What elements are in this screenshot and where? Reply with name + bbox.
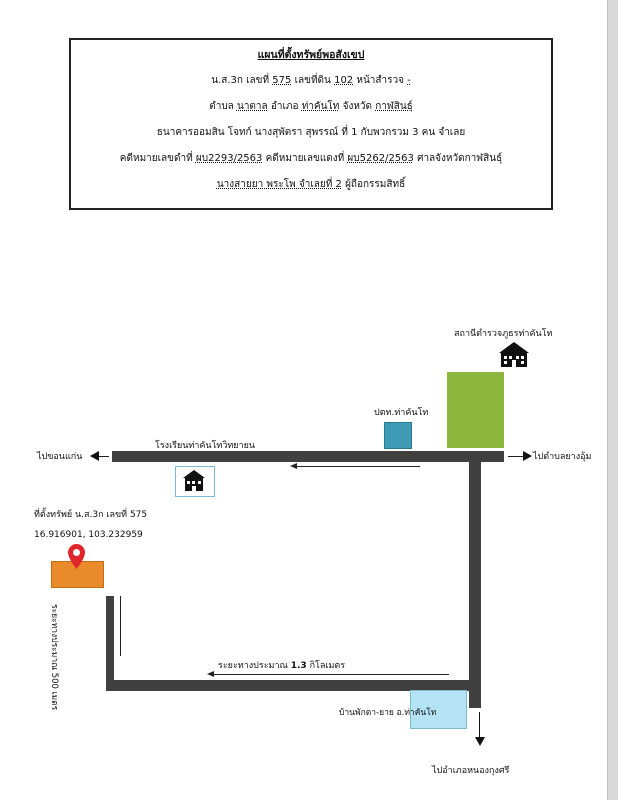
down-arrow-line (479, 712, 480, 738)
distance-1-3-label: ระยะทางประมาณ 1.3 กิโลเมตร (218, 661, 346, 671)
left-arrow-icon (90, 451, 99, 461)
school-label: โรงเรียนท่าคันโทวิทยายน (155, 441, 256, 451)
header-line-5: นางสายยา พระโพ จำเลยที่ 2 ผู้ถือกรรมสิทธิ์ (216, 179, 406, 190)
page-scrollbar[interactable] (607, 0, 618, 800)
police-station-label: สถานีตำรวจภูธรท่าคันโท (454, 329, 553, 339)
down-arrow-icon (475, 737, 485, 746)
to-yang-um-label: ไปตำบลยางอุ้ม (533, 452, 592, 462)
distance-500-label: ระยะทางประมาณ 500 เมตร (49, 604, 59, 711)
location-pin-icon (68, 544, 85, 570)
ban-phak-label: บ้านพักตา-ยาย อ.ท่าคันโท (339, 708, 437, 718)
distance-500-line (120, 596, 121, 656)
building-icon (497, 341, 531, 369)
to-khon-kaen-label: ไปขอนแก่น (37, 452, 83, 462)
left-vertical-road (106, 596, 114, 691)
property-coords: 16.916901, 103.232959 (34, 530, 143, 540)
main-road (112, 451, 504, 462)
post-office-block (384, 422, 412, 449)
direction-line-top (296, 466, 420, 467)
direction-arrow-bottom-icon (207, 671, 214, 677)
header-line-3: ธนาคารออมสิน โจทก์ นางสุพัตรา สุพรรณ์ ที่ 1 กับพวกรวม 3 คน จำเลย (156, 127, 466, 138)
direction-line-bottom (213, 674, 449, 675)
police-station-block (447, 372, 504, 448)
to-nong-kung-si-label: ไปอำเภอหนองกุงศรี (432, 766, 510, 776)
right-arrow-icon (523, 451, 532, 461)
map-title: แผนที่ตั้งทรัพย์พอสังเขป (257, 49, 365, 61)
right-vertical-road (469, 451, 481, 708)
property-label: ที่ตั้งทรัพย์ น.ส.3ก เลขที่ 575 (34, 510, 148, 520)
header-line-1: น.ส.3ก เลขที่ 575 เลขที่ดิน 102 หน้าสำรวจ - (211, 75, 411, 86)
school-icon (175, 466, 215, 497)
header-line-2: ตำบล นาตาล อำเภอ ท่าคันโท จังหวัด กาฬสินธุ์ (209, 101, 413, 112)
header-line-4: คดีหมายเลขดำที่ ผบ2293/2563 คดีหมายเลขแดงที่ ผบ5262/2563 ศาลจังหวัดกาฬสินธุ์ (119, 153, 503, 164)
direction-arrow-icon (290, 463, 297, 469)
post-office-label: ปตท.ท่าคันโท (374, 408, 429, 418)
yang-um-arrow-line (508, 456, 523, 457)
header-box (69, 38, 553, 210)
